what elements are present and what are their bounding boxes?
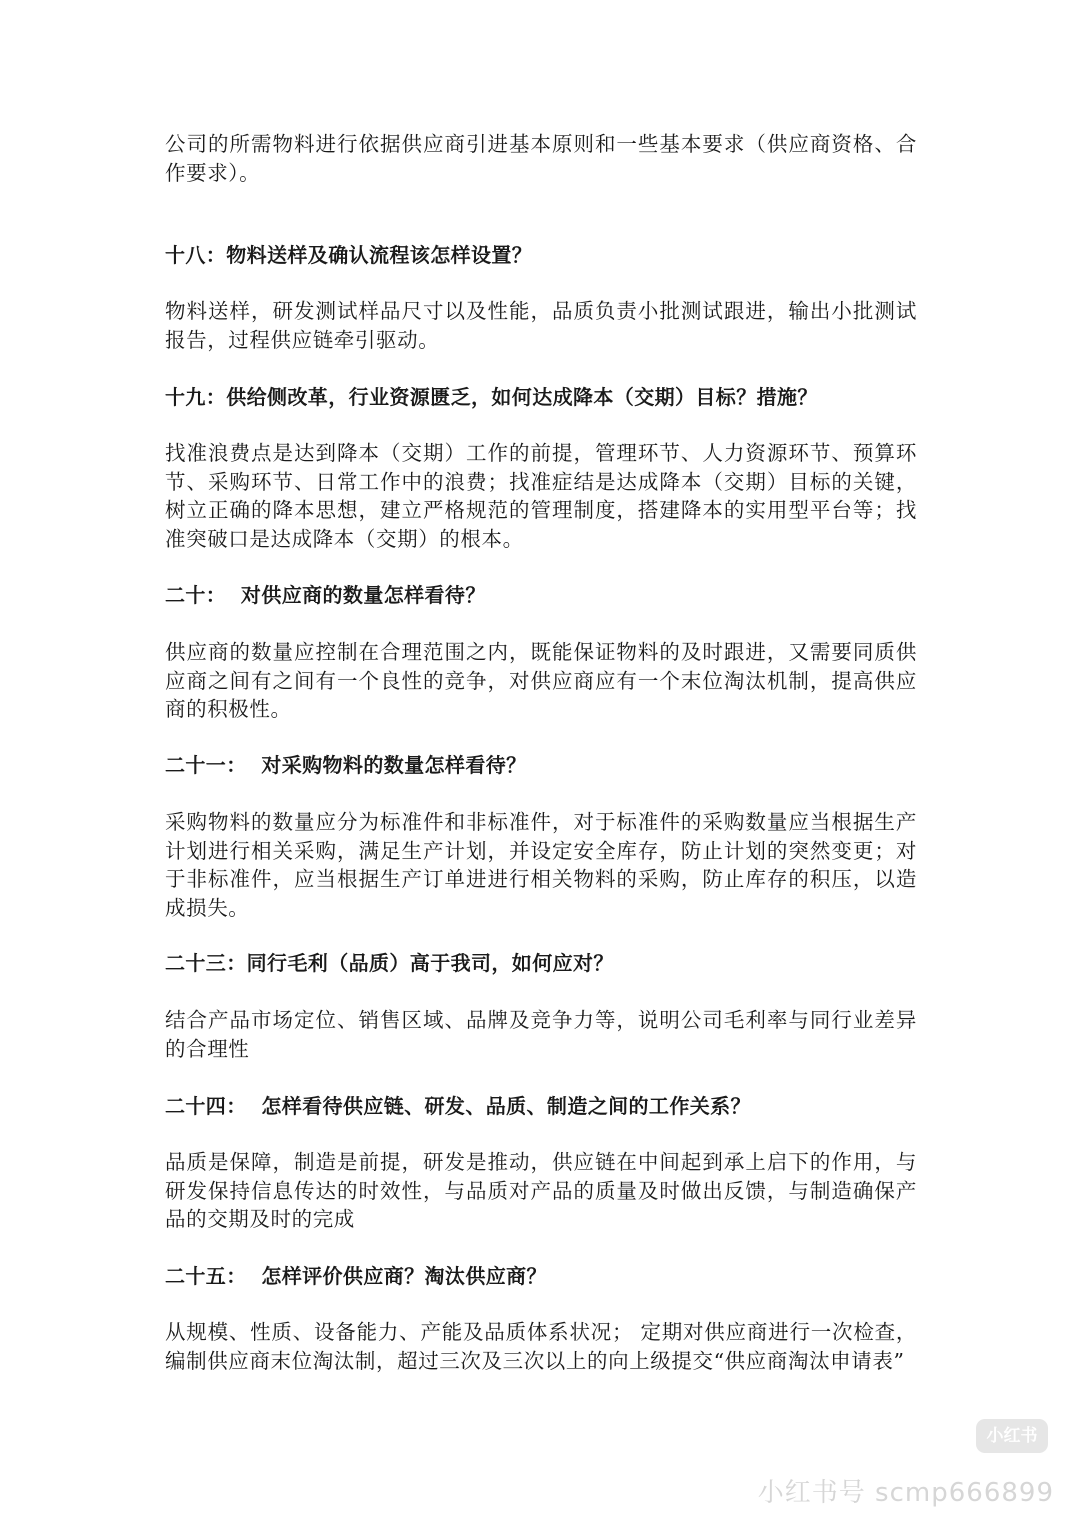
question-21: 二十一： 对采购物料的数量怎样看待？ — [165, 753, 527, 777]
question-18: 十八：物料送样及确认流程该怎样设置？ — [165, 243, 533, 267]
intro-paragraph: 公司的所需物料进行依据供应商引进基本原则和一些基本要求（供应商资格、合作要求）。 — [165, 132, 917, 185]
question-24: 二十四： 怎样看待供应链、研发、品质、制造之间的工作关系？ — [165, 1094, 751, 1118]
answer-24: 品质是保障，制造是前提，研发是推动，供应链在中间起到承上启下的作用，与研发保持信息传达的时效性，与品质对产品的质量及时做出反馈，与制造确保产品的交期及时的完成 — [165, 1150, 917, 1231]
answer-23: 结合产品市场定位、销售区域、品牌及竞争力等，说明公司毛利率与同行业差异的合理性 — [165, 1008, 917, 1061]
question-20: 二十： 对供应商的数量怎样看待？ — [165, 583, 486, 607]
answer-20: 供应商的数量应控制在合理范围之内，既能保证物料的及时跟进，又需要同质供应商之间有之间有一个良性的竞争，对供应商应有一个末位淘汰机制，提高供应商的积极性。 — [165, 640, 917, 721]
answer-18: 物料送样，研发测试样品尺寸以及性能，品质负责小批测试跟进，输出小批测试报告，过程供应链牵引驱动。 — [165, 299, 917, 352]
question-23: 二十三：同行毛利（品质）高于我司，如何应对？ — [165, 951, 614, 975]
answer-21: 采购物料的数量应分为标准件和非标准件，对于标准件的采购数量应当根据生产计划进行相关采购，满足生产计划，并设定安全库存，防止计划的突然变更；对于非标准件，应当根据生产订单进进行相关物料的采购，防止库存的积压，以造成损失。 — [165, 810, 917, 920]
question-25: 二十五： 怎样评价供应商？淘汰供应商？ — [165, 1264, 547, 1288]
answer-25: 从规模、性质、设备能力、产能及品质体系状况； 定期对供应商进行一次检查，编制供应商末位淘汰制，超过三次及三次以上的向上级提交“供应商淘汰申请表” — [165, 1320, 917, 1373]
watermark-account: 小红书号 scmp666899 — [757, 1478, 1054, 1508]
answer-19: 找准浪费点是达到降本（交期）工作的前提，管理环节、人力资源环节、预算环节、采购环节、日常工作中的浪费；找准症结是达成降本（交期）目标的关键，树立正确的降本思想，建立严格规范的管理制度，搭建降本的实用型平台等；找准突破口是达成降本（交期）的根本。 — [165, 441, 917, 551]
question-19: 十九：供给侧改革，行业资源匮乏，如何达成降本（交期）目标？措施？ — [165, 385, 818, 409]
watermark-logo: 小红书 — [976, 1419, 1048, 1453]
